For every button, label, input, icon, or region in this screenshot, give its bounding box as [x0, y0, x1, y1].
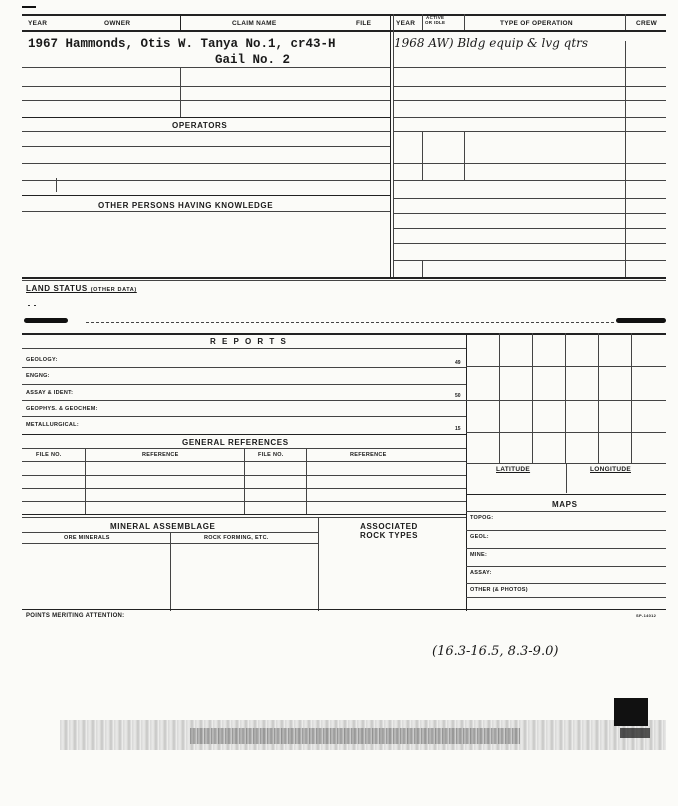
- mineral-assemblage-heading: MINERAL ASSEMBLAGE: [110, 522, 216, 531]
- operators-heading: OPERATORS: [172, 121, 228, 130]
- other-persons-heading: OTHER PERSONS HAVING KNOWLEDGE: [98, 201, 274, 210]
- header-year-2: YEAR: [396, 20, 416, 27]
- header-claim-name: CLAIM NAME: [232, 20, 277, 27]
- associated-rock-types-heading: ASSOCIATED ROCK TYPES: [360, 522, 419, 540]
- scan-smudge: [620, 728, 650, 738]
- reports-heading: R E P O R T S: [210, 337, 288, 346]
- report-engng-label: ENGNG:: [26, 373, 50, 379]
- ref-reference-header: REFERENCE: [142, 452, 179, 458]
- map-topog-label: TOPOG:: [470, 515, 494, 521]
- ref-file-no-header: FILE NO.: [36, 452, 62, 458]
- report-geophys-label: GEOPHYS. & GEOCHEM:: [26, 406, 98, 412]
- coordinates-note: (16.3-16.5, 8.3-9.0): [432, 644, 559, 659]
- longitude-label: LONGITUDE: [590, 466, 631, 473]
- scan-smudge: [24, 318, 68, 323]
- header-crew: CREW: [636, 20, 658, 27]
- general-references-heading: GENERAL REFERENCES: [182, 438, 289, 447]
- report-assay-num: 50: [455, 393, 461, 399]
- report-metallurgical-label: METALLURGICAL:: [26, 422, 79, 428]
- header-active-or-idle: ACTIVE OR IDLE: [425, 15, 446, 25]
- entry-typed-line-1: 1967 Hammonds, Otis W. Tanya No.1, cr43-H: [28, 37, 336, 51]
- scan-smudge: [616, 318, 666, 323]
- ore-minerals-header: ORE MINERALS: [64, 535, 110, 541]
- form-number: SP-14012: [636, 613, 657, 618]
- map-mine-label: MINE:: [470, 552, 488, 558]
- map-other-label: OTHER (& PHOTOS): [470, 587, 528, 593]
- map-assay-label: ASSAY:: [470, 570, 492, 576]
- entry-handwritten-operation: 1968 AW) Bldg equip & lvg qtrs: [394, 36, 589, 50]
- maps-heading: MAPS: [552, 500, 578, 509]
- map-geol-label: GEOL:: [470, 534, 489, 540]
- report-metallurgical-num: 15: [455, 426, 461, 432]
- points-meriting-label: POINTS MERITING ATTENTION:: [26, 613, 125, 619]
- land-status-sub: (OTHER DATA): [90, 287, 137, 293]
- entry-typed-line-2: Gail No. 2: [215, 53, 291, 67]
- header-owner: OWNER: [104, 20, 131, 27]
- ref-file-no-header-2: FILE NO.: [258, 452, 284, 458]
- report-assay-label: ASSAY & IDENT:: [26, 390, 74, 396]
- land-status-heading: [26, 284, 137, 293]
- scan-smudge: [614, 698, 648, 726]
- header-file: FILE: [356, 20, 372, 27]
- rock-forming-header: ROCK FORMING, ETC.: [204, 535, 269, 541]
- report-geology-num: 49: [455, 360, 461, 366]
- latitude-label: LATITUDE: [496, 466, 531, 473]
- ref-reference-header-2: REFERENCE: [350, 452, 387, 458]
- land-status-label: LAND STATUS: [26, 284, 88, 293]
- scan-smudge: [22, 6, 36, 8]
- report-geology-label: GEOLOGY:: [26, 357, 58, 363]
- scan-noise: [190, 728, 520, 744]
- header-type-of-operation: TYPE OF OPERATION: [500, 20, 573, 27]
- header-year: YEAR: [28, 20, 48, 27]
